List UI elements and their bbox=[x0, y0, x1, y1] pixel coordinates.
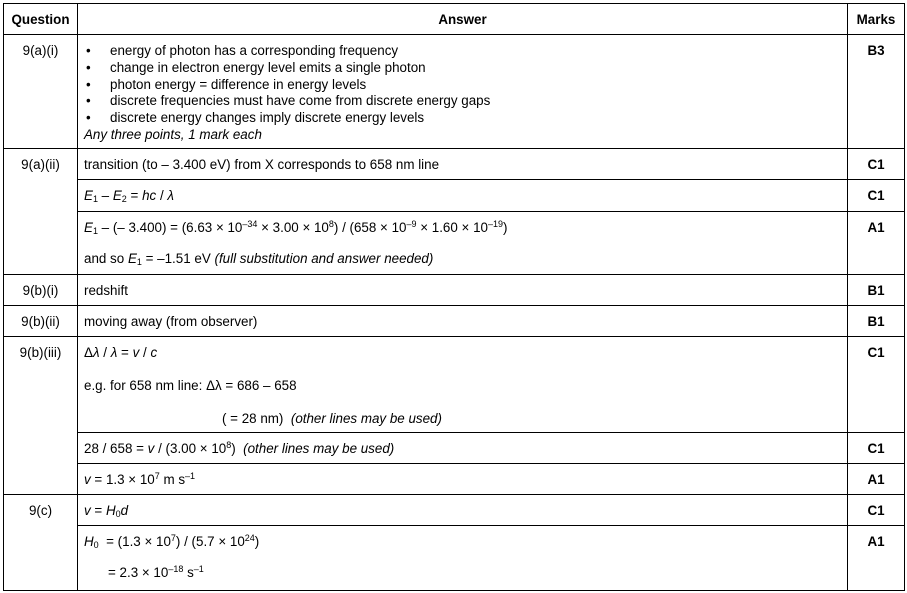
question-label: 9(c) bbox=[4, 495, 78, 591]
marks-cell: A1 bbox=[848, 464, 905, 495]
marking-note: Any three points, 1 mark each bbox=[84, 126, 262, 142]
table-row bbox=[4, 212, 905, 275]
list-item: • discrete frequencies must have come from discrete energy gaps bbox=[84, 93, 841, 110]
marks-cell: C1 bbox=[848, 149, 905, 180]
table-row bbox=[4, 149, 905, 180]
list-item: • change in electron energy level emits a single photon bbox=[84, 60, 841, 77]
marks-cell: B1 bbox=[848, 275, 905, 306]
question-label: 9(a)(ii) bbox=[4, 149, 78, 275]
question-label: 9(a)(i) bbox=[4, 35, 78, 149]
answer-cell: $28 / 658 = v / (3.00 \times 10^8)$ (other lines may be used) bbox=[78, 433, 848, 464]
table-row bbox=[4, 306, 905, 337]
result-value: = –1.51 eV bbox=[141, 250, 215, 266]
result-prefix: and so bbox=[84, 250, 128, 266]
marks-cell: A1 bbox=[848, 212, 905, 275]
header-question: Question bbox=[4, 4, 78, 35]
question-label: 9(b)(iii) bbox=[4, 337, 78, 495]
marks-cell: A1 bbox=[848, 526, 905, 591]
marking-note: (other lines may be used) bbox=[290, 410, 442, 426]
list-item: • energy of photon has a corresponding frequency bbox=[84, 43, 841, 60]
marks-cell: B1 bbox=[848, 306, 905, 337]
answer-cell: Δλ / λ = v / c e.g. for 658 nm line: Δλ = 686 – 658 ( = 28 nm) (other lines may be used) bbox=[78, 337, 848, 433]
table-row bbox=[4, 433, 905, 464]
bullet-list bbox=[84, 43, 841, 127]
table-row bbox=[4, 275, 905, 306]
table-row bbox=[4, 35, 905, 149]
answer-cell: $v = H_0d$ bbox=[78, 495, 848, 526]
answer-cell bbox=[78, 35, 848, 149]
answer-cell: $E_1$ – (– $3.400) = (6.63 \times 10^{-34} \times 3.00 \times 10^8) / (658 \times 10^{-9} \times 1.60 \times 10^{-19})$ and so $E_1 = -1.51$ eV (full substitution and answer needed) bbox=[78, 212, 848, 275]
header-row bbox=[4, 4, 905, 35]
table-row bbox=[4, 337, 905, 433]
marking-note: (other lines may be used) bbox=[243, 441, 395, 456]
list-item: • photon energy = difference in energy levels bbox=[84, 77, 841, 94]
marks-cell: B3 bbox=[848, 35, 905, 149]
header-marks: Marks bbox=[848, 4, 905, 35]
example-line: e.g. for 658 nm line: Δλ = 686 – 658 bbox=[84, 377, 297, 393]
answer-cell: $E_1 - E_2$ = hc / λ bbox=[78, 180, 848, 212]
header-answer: Answer bbox=[78, 4, 848, 35]
marks-cell: C1 bbox=[848, 180, 905, 212]
table-row bbox=[4, 526, 905, 591]
answer-cell: redshift bbox=[78, 275, 848, 306]
answer-cell: $H_0 = (1.3 \times 10^7) / (5.7 \times 10^{24})$ = $2.3 \times 10^{-18}$ $s^{-1}$ bbox=[78, 526, 848, 591]
mark-scheme-table bbox=[3, 3, 905, 591]
marks-cell: C1 bbox=[848, 433, 905, 464]
list-item: • discrete energy changes imply discrete energy levels bbox=[84, 110, 841, 127]
question-label: 9(b)(ii) bbox=[4, 306, 78, 337]
answer-cell: moving away (from observer) bbox=[78, 306, 848, 337]
example-result: ( = 28 nm) bbox=[222, 410, 284, 426]
marking-note: (full substitution and answer needed) bbox=[214, 250, 434, 266]
table-row bbox=[4, 495, 905, 526]
marks-cell: C1 bbox=[848, 495, 905, 526]
table-row bbox=[4, 464, 905, 495]
answer-cell: transition (to – 3.400 eV) from X corresponds to 658 nm line bbox=[78, 149, 848, 180]
table-row bbox=[4, 180, 905, 212]
marks-cell: C1 bbox=[848, 337, 905, 433]
answer-cell: $v = 1.3 \times 10^7$ m $s^{-1}$ bbox=[78, 464, 848, 495]
question-label: 9(b)(i) bbox=[4, 275, 78, 306]
